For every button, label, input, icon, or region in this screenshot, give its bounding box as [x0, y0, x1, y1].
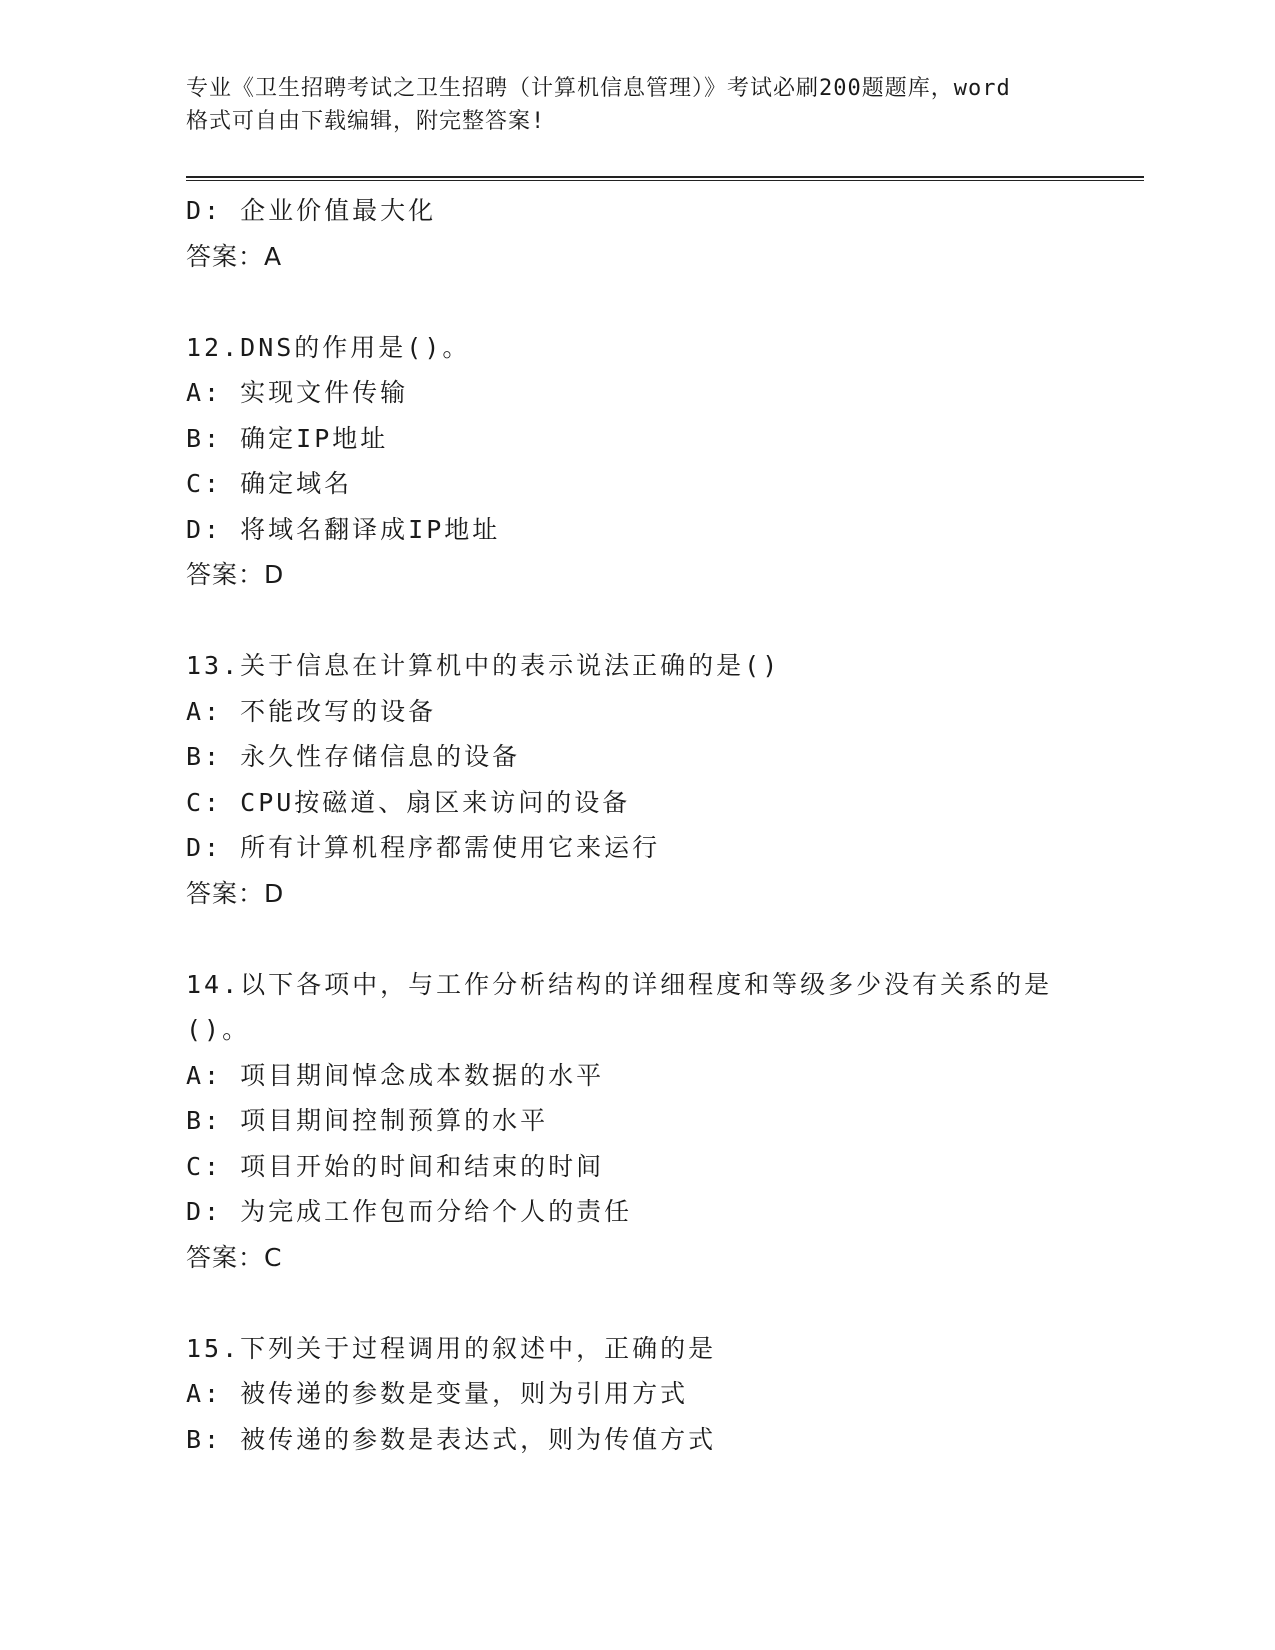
option-c: C: 项目开始的时间和结束的时间: [186, 1151, 605, 1181]
option-b: B: 被传递的参数是表达式，则为传值方式: [186, 1424, 717, 1454]
option-a: A: 不能改写的设备: [186, 696, 437, 726]
spacer: [186, 279, 1146, 325]
option-a: A: 被传递的参数是变量，则为引用方式: [186, 1379, 689, 1408]
option-d: D: 所有计算机程序都需使用它来运行: [186, 833, 661, 862]
spacer: [186, 916, 1146, 962]
option-d: D: 企业价值最大化: [186, 196, 437, 225]
header-divider: [186, 176, 1144, 181]
option-b: B: 永久性存储信息的设备: [186, 742, 521, 771]
option-c: C: CPU按磁道、扇区来访问的设备: [186, 787, 631, 817]
option-d: D: 为完成工作包而分给个人的责任: [186, 1197, 633, 1226]
header-line-2: 格式可自由下载编辑，附完整答案!: [186, 109, 546, 134]
answer-line: 答案：C: [186, 1242, 283, 1272]
question-stem: 14.以下各项中，与工作分析结构的详细程度和等级多少没有关系的是()。: [186, 969, 1053, 1044]
question-stem: 15.下列关于过程调用的叙述中，正确的是: [186, 1333, 717, 1363]
option-c: C: 确定域名: [186, 469, 353, 498]
header-line-1: 专业《卫生招聘考试之卫生招聘（计算机信息管理）》考试必刷200题题库，word: [186, 76, 1011, 101]
question-stem: 13.关于信息在计算机中的表示说法正确的是(): [186, 651, 781, 680]
option-b: B: 项目期间控制预算的水平: [186, 1106, 549, 1135]
option-d: D: 将域名翻译成IP地址: [186, 514, 501, 544]
document-header: [186, 72, 1086, 138]
answer-line: 答案：A: [186, 241, 283, 271]
option-b: B: 确定IP地址: [186, 423, 389, 453]
spacer: [186, 1280, 1146, 1326]
answer-line: 答案：D: [186, 560, 285, 589]
option-a: A: 实现文件传输: [186, 378, 409, 407]
question-list: [186, 188, 1146, 1462]
question-stem: 12.DNS的作用是()。: [186, 332, 471, 362]
option-a: A: 项目期间悼念成本数据的水平: [186, 1060, 605, 1090]
answer-line: 答案：D: [186, 878, 285, 908]
spacer: [186, 598, 1146, 644]
